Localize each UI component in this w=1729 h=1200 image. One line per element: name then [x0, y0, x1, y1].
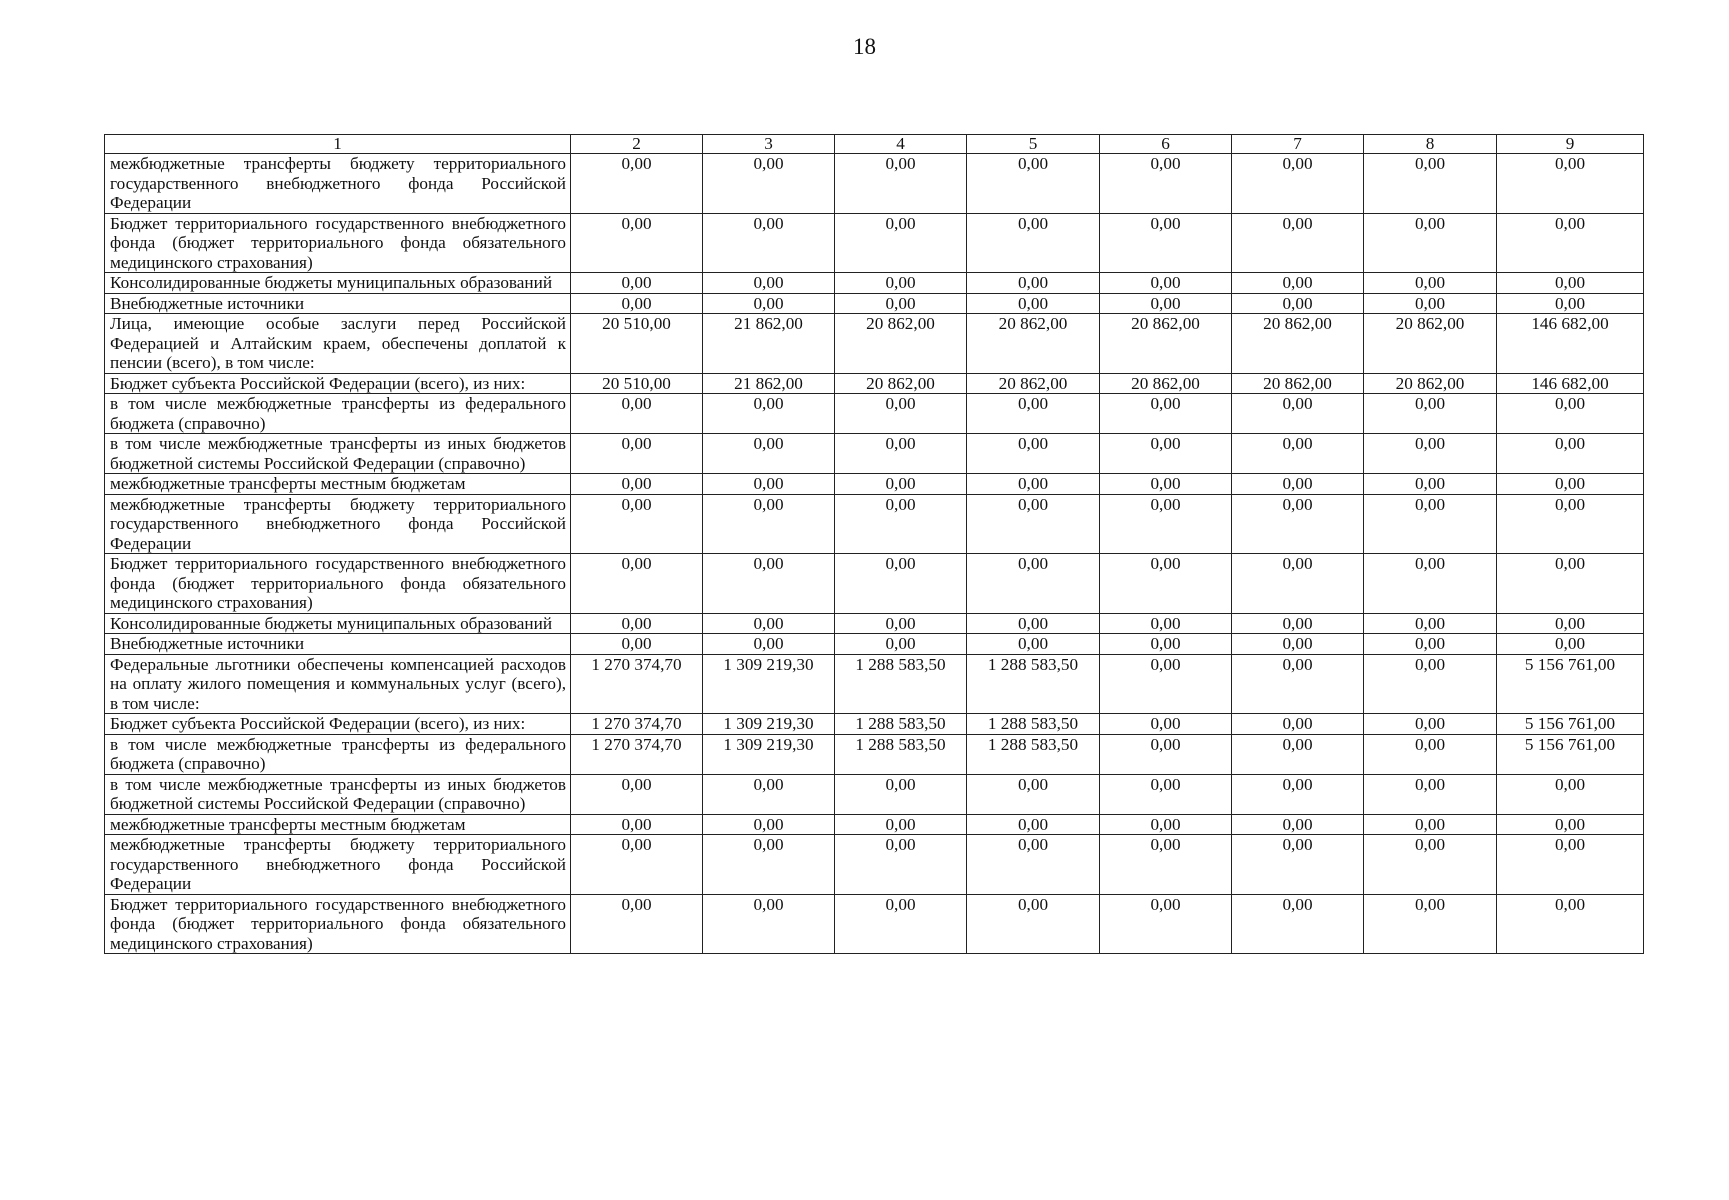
- value-cell: 0,00: [571, 774, 703, 814]
- value-cell: 0,00: [571, 634, 703, 655]
- value-cell: 0,00: [1100, 434, 1232, 474]
- row-label: в том числе межбюджетные трансферты из иных бюджетов бюджетной системы Российской Федерации (справочно): [105, 434, 571, 474]
- value-cell: 0,00: [1497, 394, 1644, 434]
- value-cell: 0,00: [967, 774, 1100, 814]
- value-cell: 20 862,00: [1364, 373, 1497, 394]
- value-cell: 0,00: [1497, 293, 1644, 314]
- value-cell: 0,00: [1232, 654, 1364, 714]
- value-cell: 0,00: [835, 293, 967, 314]
- value-cell: 0,00: [1497, 814, 1644, 835]
- value-cell: 0,00: [1100, 394, 1232, 434]
- value-cell: 20 862,00: [835, 314, 967, 374]
- value-cell: 0,00: [835, 273, 967, 294]
- value-cell: 0,00: [967, 293, 1100, 314]
- row-label: Бюджет территориального государственного внебюджетного фонда (бюджет территориального фонда обязательного медицинского страхования): [105, 554, 571, 614]
- row-label: Консолидированные бюджеты муниципальных образований: [105, 613, 571, 634]
- value-cell: 20 862,00: [1232, 314, 1364, 374]
- value-cell: 0,00: [1497, 774, 1644, 814]
- value-cell: 0,00: [967, 213, 1100, 273]
- value-cell: 0,00: [1364, 814, 1497, 835]
- value-cell: 0,00: [703, 494, 835, 554]
- value-cell: 20 510,00: [571, 373, 703, 394]
- column-header-6: 6: [1100, 135, 1232, 154]
- table-row: [105, 273, 1644, 294]
- value-cell: 0,00: [703, 894, 835, 954]
- row-label: Внебюджетные источники: [105, 634, 571, 655]
- value-cell: 0,00: [1497, 613, 1644, 634]
- value-cell: 1 309 219,30: [703, 714, 835, 735]
- value-cell: 0,00: [571, 494, 703, 554]
- table-row: [105, 613, 1644, 634]
- value-cell: 0,00: [835, 634, 967, 655]
- value-cell: 0,00: [835, 835, 967, 895]
- value-cell: 1 288 583,50: [835, 714, 967, 735]
- value-cell: 0,00: [1364, 394, 1497, 434]
- value-cell: 1 270 374,70: [571, 714, 703, 735]
- table-row: [105, 154, 1644, 214]
- value-cell: 146 682,00: [1497, 314, 1644, 374]
- value-cell: 0,00: [967, 434, 1100, 474]
- value-cell: 0,00: [1364, 474, 1497, 495]
- column-header-1: 1: [105, 135, 571, 154]
- value-cell: 20 862,00: [1100, 373, 1232, 394]
- value-cell: 0,00: [571, 474, 703, 495]
- value-cell: 0,00: [1497, 894, 1644, 954]
- value-cell: 0,00: [1232, 714, 1364, 735]
- value-cell: 0,00: [1100, 835, 1232, 895]
- value-cell: 0,00: [1232, 554, 1364, 614]
- row-label: межбюджетные трансферты местным бюджетам: [105, 814, 571, 835]
- value-cell: 0,00: [571, 835, 703, 895]
- value-cell: 0,00: [1364, 734, 1497, 774]
- value-cell: 0,00: [1232, 894, 1364, 954]
- table-row: [105, 494, 1644, 554]
- table-row: [105, 434, 1644, 474]
- value-cell: 0,00: [1232, 494, 1364, 554]
- table-body: [105, 135, 1644, 954]
- value-cell: 0,00: [571, 814, 703, 835]
- value-cell: 5 156 761,00: [1497, 734, 1644, 774]
- value-cell: 0,00: [967, 154, 1100, 214]
- value-cell: 0,00: [1100, 494, 1232, 554]
- value-cell: 0,00: [835, 394, 967, 434]
- value-cell: 0,00: [571, 154, 703, 214]
- column-header-row: [105, 135, 1644, 154]
- row-label: Консолидированные бюджеты муниципальных образований: [105, 273, 571, 294]
- value-cell: 0,00: [1100, 613, 1232, 634]
- column-header-3: 3: [703, 135, 835, 154]
- value-cell: 0,00: [703, 634, 835, 655]
- value-cell: 0,00: [571, 273, 703, 294]
- value-cell: 0,00: [1364, 154, 1497, 214]
- value-cell: 0,00: [1497, 494, 1644, 554]
- value-cell: 0,00: [835, 613, 967, 634]
- value-cell: 1 270 374,70: [571, 654, 703, 714]
- value-cell: 0,00: [1497, 273, 1644, 294]
- value-cell: 0,00: [703, 293, 835, 314]
- value-cell: 1 288 583,50: [967, 714, 1100, 735]
- value-cell: 0,00: [1497, 434, 1644, 474]
- value-cell: 0,00: [703, 434, 835, 474]
- value-cell: 0,00: [1364, 494, 1497, 554]
- value-cell: 5 156 761,00: [1497, 714, 1644, 735]
- value-cell: 1 288 583,50: [967, 654, 1100, 714]
- table-row: [105, 394, 1644, 434]
- value-cell: 20 510,00: [571, 314, 703, 374]
- table-row: [105, 814, 1644, 835]
- value-cell: 0,00: [1364, 554, 1497, 614]
- row-label: межбюджетные трансферты местным бюджетам: [105, 474, 571, 495]
- value-cell: 0,00: [967, 634, 1100, 655]
- value-cell: 0,00: [1364, 213, 1497, 273]
- row-label: в том числе межбюджетные трансферты из федерального бюджета (справочно): [105, 734, 571, 774]
- value-cell: 0,00: [1100, 774, 1232, 814]
- value-cell: 0,00: [1364, 654, 1497, 714]
- value-cell: 0,00: [1100, 554, 1232, 614]
- value-cell: 0,00: [1364, 835, 1497, 895]
- row-label: Бюджет территориального государственного внебюджетного фонда (бюджет территориального фонда обязательного медицинского страхования): [105, 213, 571, 273]
- value-cell: 1 288 583,50: [967, 734, 1100, 774]
- value-cell: 0,00: [1232, 434, 1364, 474]
- value-cell: 0,00: [1232, 474, 1364, 495]
- value-cell: 0,00: [1100, 213, 1232, 273]
- column-header-7: 7: [1232, 135, 1364, 154]
- column-header-5: 5: [967, 135, 1100, 154]
- table-row: [105, 373, 1644, 394]
- value-cell: 0,00: [1232, 814, 1364, 835]
- value-cell: 0,00: [1364, 714, 1497, 735]
- row-label: Бюджет субъекта Российской Федерации (всего), из них:: [105, 373, 571, 394]
- value-cell: 0,00: [1100, 293, 1232, 314]
- value-cell: 0,00: [835, 474, 967, 495]
- row-label: в том числе межбюджетные трансферты из федерального бюджета (справочно): [105, 394, 571, 434]
- value-cell: 20 862,00: [1232, 373, 1364, 394]
- table-row: [105, 474, 1644, 495]
- table-row: [105, 314, 1644, 374]
- value-cell: 0,00: [571, 894, 703, 954]
- row-label: межбюджетные трансферты бюджету территориального государственного внебюджетного фонда Российской Федерации: [105, 154, 571, 214]
- row-label: в том числе межбюджетные трансферты из иных бюджетов бюджетной системы Российской Федерации (справочно): [105, 774, 571, 814]
- value-cell: 0,00: [967, 894, 1100, 954]
- table-row: [105, 293, 1644, 314]
- row-label: Бюджет территориального государственного внебюджетного фонда (бюджет территориального фонда обязательного медицинского страхования): [105, 894, 571, 954]
- value-cell: 0,00: [1100, 814, 1232, 835]
- value-cell: 1 288 583,50: [835, 654, 967, 714]
- value-cell: 0,00: [1100, 734, 1232, 774]
- column-header-2: 2: [571, 135, 703, 154]
- value-cell: 0,00: [835, 554, 967, 614]
- value-cell: 0,00: [835, 894, 967, 954]
- page-number: 18: [853, 34, 876, 59]
- value-cell: 0,00: [1364, 894, 1497, 954]
- value-cell: 0,00: [1497, 554, 1644, 614]
- value-cell: 0,00: [1100, 634, 1232, 655]
- table-row: [105, 213, 1644, 273]
- row-label: Внебюджетные источники: [105, 293, 571, 314]
- column-header-9: 9: [1497, 135, 1644, 154]
- row-label: межбюджетные трансферты бюджету территориального государственного внебюджетного фонда Российской Федерации: [105, 835, 571, 895]
- value-cell: 0,00: [835, 774, 967, 814]
- table-row: [105, 714, 1644, 735]
- value-cell: 0,00: [703, 774, 835, 814]
- value-cell: 0,00: [1100, 714, 1232, 735]
- value-cell: 5 156 761,00: [1497, 654, 1644, 714]
- table-row: [105, 734, 1644, 774]
- value-cell: 20 862,00: [1364, 314, 1497, 374]
- value-cell: 0,00: [1232, 394, 1364, 434]
- value-cell: 0,00: [1100, 154, 1232, 214]
- value-cell: 20 862,00: [835, 373, 967, 394]
- value-cell: 146 682,00: [1497, 373, 1644, 394]
- value-cell: 0,00: [1100, 474, 1232, 495]
- table-row: [105, 634, 1644, 655]
- value-cell: 0,00: [571, 394, 703, 434]
- table-row: [105, 554, 1644, 614]
- value-cell: 0,00: [1232, 835, 1364, 895]
- value-cell: 0,00: [703, 814, 835, 835]
- value-cell: 20 862,00: [967, 314, 1100, 374]
- value-cell: 0,00: [1364, 273, 1497, 294]
- value-cell: 0,00: [967, 613, 1100, 634]
- value-cell: 0,00: [571, 213, 703, 273]
- value-cell: 0,00: [1364, 293, 1497, 314]
- table-row: [105, 835, 1644, 895]
- value-cell: 1 270 374,70: [571, 734, 703, 774]
- value-cell: 0,00: [571, 434, 703, 474]
- value-cell: 0,00: [1232, 273, 1364, 294]
- value-cell: 0,00: [835, 434, 967, 474]
- value-cell: 0,00: [1364, 613, 1497, 634]
- value-cell: 0,00: [703, 613, 835, 634]
- table-row: [105, 894, 1644, 954]
- value-cell: 20 862,00: [1100, 314, 1232, 374]
- value-cell: 0,00: [571, 554, 703, 614]
- value-cell: 0,00: [1497, 835, 1644, 895]
- value-cell: 0,00: [1232, 734, 1364, 774]
- value-cell: 0,00: [835, 814, 967, 835]
- value-cell: 0,00: [1232, 613, 1364, 634]
- value-cell: 0,00: [703, 394, 835, 434]
- value-cell: 0,00: [1232, 213, 1364, 273]
- row-label: Бюджет субъекта Российской Федерации (всего), из них:: [105, 714, 571, 735]
- row-label: Лица, имеющие особые заслуги перед Российской Федерацией и Алтайским краем, обеспечены доплатой к пенсии (всего), в том числе:: [105, 314, 571, 374]
- value-cell: 0,00: [1232, 634, 1364, 655]
- budget-table: [104, 134, 1644, 954]
- value-cell: 0,00: [1497, 154, 1644, 214]
- value-cell: 0,00: [835, 494, 967, 554]
- value-cell: 0,00: [703, 154, 835, 214]
- value-cell: 21 862,00: [703, 373, 835, 394]
- value-cell: 0,00: [1497, 213, 1644, 273]
- value-cell: 0,00: [967, 554, 1100, 614]
- value-cell: 0,00: [703, 835, 835, 895]
- value-cell: 0,00: [967, 394, 1100, 434]
- value-cell: 0,00: [571, 293, 703, 314]
- value-cell: 0,00: [1232, 154, 1364, 214]
- value-cell: 0,00: [1100, 273, 1232, 294]
- value-cell: 0,00: [1497, 634, 1644, 655]
- table-row: [105, 654, 1644, 714]
- row-label: Федеральные льготники обеспечены компенсацией расходов на оплату жилого помещения и коммунальных услуг (всего), в том числе:: [105, 654, 571, 714]
- value-cell: 0,00: [967, 474, 1100, 495]
- value-cell: 0,00: [967, 494, 1100, 554]
- value-cell: 0,00: [835, 213, 967, 273]
- value-cell: 1 309 219,30: [703, 734, 835, 774]
- table-row: [105, 774, 1644, 814]
- value-cell: 0,00: [1364, 634, 1497, 655]
- value-cell: 0,00: [703, 213, 835, 273]
- value-cell: 0,00: [967, 814, 1100, 835]
- value-cell: 0,00: [967, 273, 1100, 294]
- value-cell: 0,00: [967, 835, 1100, 895]
- value-cell: 0,00: [1100, 654, 1232, 714]
- value-cell: 20 862,00: [967, 373, 1100, 394]
- value-cell: 0,00: [1364, 774, 1497, 814]
- value-cell: 0,00: [703, 273, 835, 294]
- value-cell: 0,00: [703, 554, 835, 614]
- value-cell: 0,00: [1232, 293, 1364, 314]
- value-cell: 0,00: [1100, 894, 1232, 954]
- value-cell: 0,00: [1232, 774, 1364, 814]
- value-cell: 0,00: [703, 474, 835, 495]
- row-label: межбюджетные трансферты бюджету территориального государственного внебюджетного фонда Российской Федерации: [105, 494, 571, 554]
- column-header-8: 8: [1364, 135, 1497, 154]
- value-cell: 0,00: [1364, 434, 1497, 474]
- value-cell: 0,00: [571, 613, 703, 634]
- value-cell: 0,00: [835, 154, 967, 214]
- value-cell: 0,00: [1497, 474, 1644, 495]
- value-cell: 1 309 219,30: [703, 654, 835, 714]
- value-cell: 1 288 583,50: [835, 734, 967, 774]
- value-cell: 21 862,00: [703, 314, 835, 374]
- column-header-4: 4: [835, 135, 967, 154]
